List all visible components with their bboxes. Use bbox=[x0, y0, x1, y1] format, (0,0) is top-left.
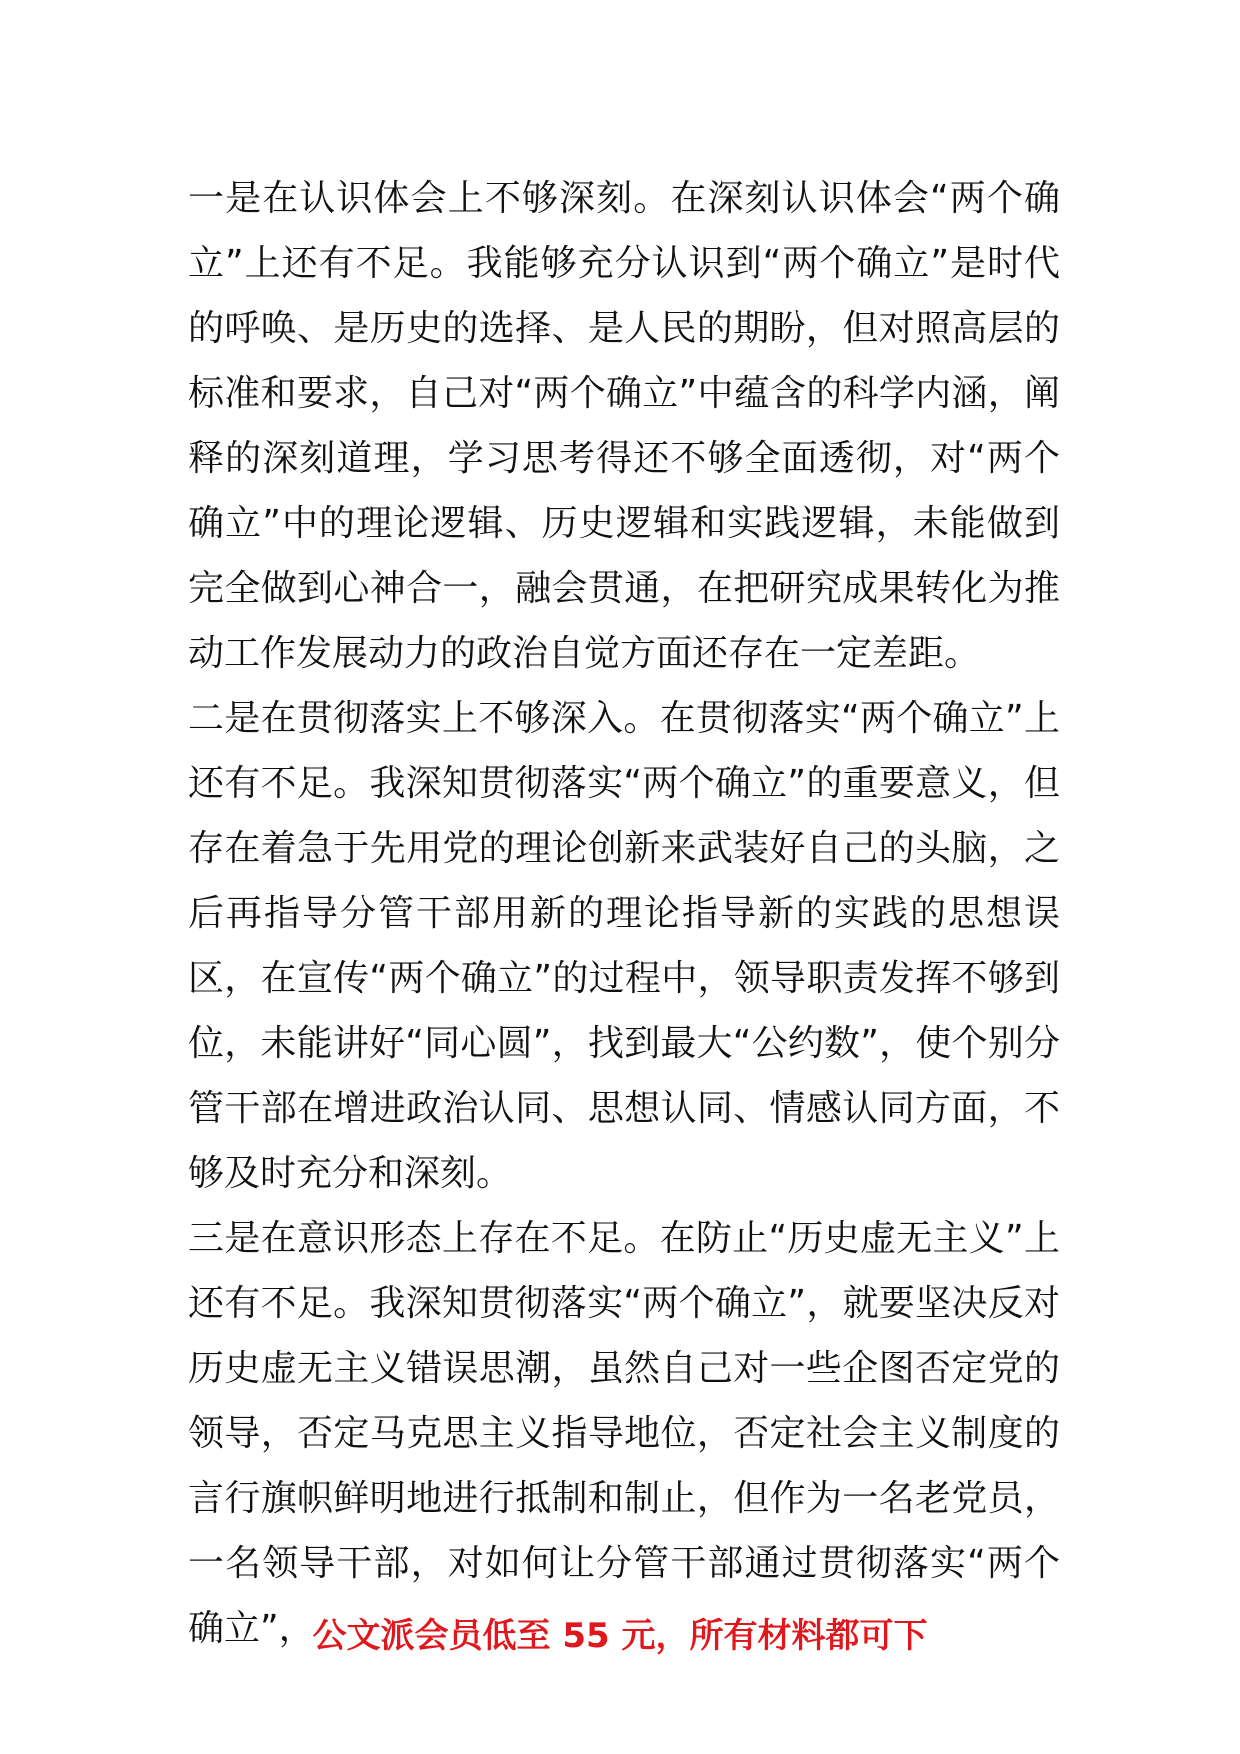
membership-notice: 公文派会员低至 55 元，所有材料都可下 bbox=[312, 1616, 928, 1656]
paragraph-1: 一是在认识体会上不够深刻。在深刻认识体会“两个确立”上还有不足。我能够充分认识到“两个确立”是时代的呼唤、是历史的选择、是人民的期盼，但对照高层的标准和要求，自己对“两个确立”中蕴含的科学内涵，阐释的深刻道理，学习思考得还不够全面透彻，对“两个确立”中的理论逻辑、历史逻辑和实践逻辑，未能做到完全做到心神合一，融会贯通，在把研究成果转化为推动工作发展动力的政治自觉方面还存在一定差距。 bbox=[188, 178, 1060, 674]
document-body bbox=[188, 166, 1060, 1661]
paragraph-2: 二是在贯彻落实上不够深入。在贯彻落实“两个确立”上还有不足。我深知贯彻落实“两个确立”的重要意义，但存在着急于先用党的理论创新来武装好自己的头脑，之后再指导分管干部用新的理论指导新的实践的思想误区，在宣传“两个确立”的过程中，领导职责发挥不够到位，未能讲好“同心圆”，找到最大“公约数”，使个别分管干部在增进政治认同、思想认同、情感认同方面，不够及时充分和深刻。 bbox=[188, 698, 1060, 1194]
paragraph-3: 三是在意识形态上存在不足。在防止“历史虚无主义”上还有不足。我深知贯彻落实“两个确立”，就要坚决反对历史虚无主义错误思潮，虽然自己对一些企图否定党的领导，否定马克思主义指导地位，否定社会主义制度的言行旗帜鲜明地进行抵制和制止，但作为一名老党员，一名领导干部，对如何让分管干部通过贯彻落实“两个确立”， bbox=[188, 1218, 1060, 1649]
